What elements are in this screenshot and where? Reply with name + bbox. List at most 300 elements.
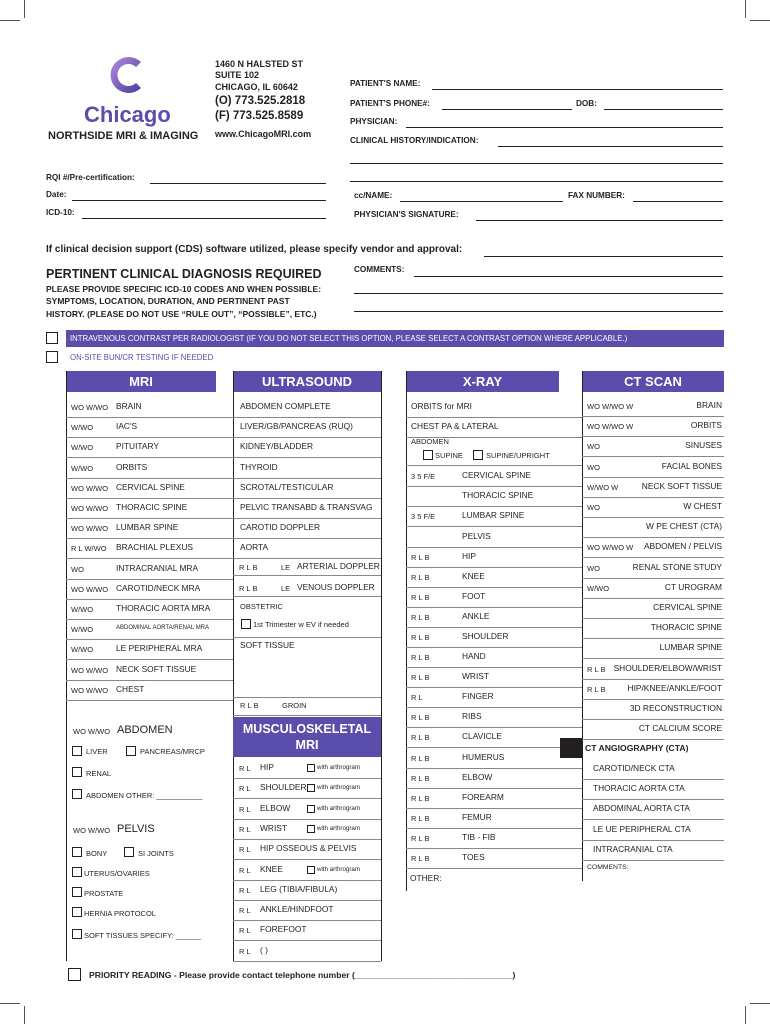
mri-item[interactable]: BRAIN (116, 401, 142, 411)
patient-name-label: PATIENT'S NAME: (350, 79, 421, 88)
rqi-label: RQI #/Pre-certification: (46, 173, 135, 182)
diagnosis-instructions: SYMPTOMS, LOCATION, DURATION, AND PERTINENT PAST (46, 296, 290, 306)
xray-rlb-item[interactable]: FINGER (462, 691, 494, 702)
column-divider (233, 371, 234, 961)
row-divider (582, 537, 724, 538)
xray-rlb-code: R L B (411, 753, 430, 763)
row-divider (66, 579, 233, 580)
uterus-label: UTERUS/OVARIES (84, 869, 150, 878)
msk-header-line: MRI (295, 738, 319, 752)
row-divider (406, 828, 582, 829)
ct-item[interactable]: SHOULDER/ELBOW/WRIST (613, 662, 722, 673)
row-divider (582, 739, 724, 740)
row-divider (582, 840, 724, 841)
mri-code: R L W/WO (71, 544, 107, 554)
row-divider (66, 680, 233, 681)
soft-tissue-label: SOFT TISSUE (240, 640, 295, 650)
crop-mark (750, 1003, 770, 1004)
ct-item[interactable]: 3D RECONSTRUCTION (629, 703, 722, 713)
row-divider (406, 486, 582, 487)
row-divider (406, 727, 582, 728)
xray-rlb-item[interactable]: TIB - FIB (462, 831, 496, 842)
comments-label: COMMENTS: (354, 265, 405, 274)
msk-item[interactable]: WRIST (260, 822, 287, 833)
upright-checkbox[interactable] (473, 450, 483, 460)
msk-code: R L (239, 824, 251, 834)
si-joints-checkbox[interactable] (124, 847, 134, 857)
msk-code: R L (239, 764, 251, 773)
ct-item[interactable]: NECK SOFT TISSUE (641, 480, 722, 491)
liver-checkbox[interactable] (72, 746, 82, 756)
column-divider (381, 371, 382, 961)
date-label: Date: (46, 190, 67, 199)
xray-rlb-item[interactable]: TOES (462, 851, 485, 862)
ct-item[interactable]: CT UROGRAM (664, 581, 722, 592)
xray-rlb-code: R L B (411, 573, 430, 583)
arthrogram-checkbox[interactable] (307, 784, 315, 792)
row-divider (66, 538, 233, 539)
row-divider (582, 779, 724, 780)
row-divider (233, 538, 381, 539)
row-divider (233, 819, 381, 820)
row-divider (66, 478, 233, 479)
hernia-checkbox[interactable] (72, 907, 82, 917)
upright-label: SUPINE/UPRIGHT (486, 451, 550, 460)
crop-mark (0, 1003, 20, 1004)
ultrasound-header: ULTRASOUND (233, 371, 381, 392)
row-divider (406, 587, 582, 588)
ct-code: W/WO W (587, 482, 619, 492)
row-divider (233, 697, 381, 698)
prostate-checkbox[interactable] (72, 887, 82, 897)
logo-icon (103, 50, 153, 100)
cta-item[interactable]: INTRACRANIAL CTA (593, 843, 673, 854)
row-divider (233, 558, 381, 559)
trimester-label: 1st Trimester w EV if needed (253, 620, 349, 629)
ct-code: WO W/WO W (587, 422, 634, 432)
us-item[interactable]: CAROTID DOPPLER (240, 522, 321, 533)
xray-rlb-item[interactable]: WRIST (462, 671, 489, 682)
us-item[interactable]: KIDNEY/BLADDER (240, 441, 314, 452)
arthrogram-checkbox[interactable] (307, 805, 315, 813)
row-divider (66, 518, 233, 519)
xray-rlb-code: R L B (411, 833, 430, 843)
row-divider (406, 788, 582, 789)
xray-spine-item[interactable]: PELVIS (462, 530, 491, 541)
xray-rlb-code: R L B (411, 613, 430, 623)
mri-item[interactable]: BRACHIAL PLEXUS (116, 542, 193, 553)
mri-header: MRI (66, 371, 216, 392)
row-divider (233, 498, 381, 499)
row-divider (233, 596, 381, 597)
bun-checkbox[interactable] (46, 351, 58, 363)
xray-spine-item[interactable]: THORACIC SPINE (462, 490, 534, 501)
mri-item[interactable]: IAC'S (116, 421, 138, 432)
row-divider (406, 547, 582, 548)
us-item[interactable]: AORTA (240, 542, 269, 553)
clinical-history-field[interactable] (350, 181, 723, 182)
msk-code: R L (239, 906, 251, 916)
ct-item[interactable]: SINUSES (685, 440, 722, 451)
xray-spine-code: 3 5 F/E (411, 512, 436, 522)
clinical-history-label: CLINICAL HISTORY/INDICATION: (350, 136, 479, 145)
xray-rlb-code: R L B (411, 633, 430, 643)
ct-item[interactable]: HIP/KNEE/ANKLE/FOOT (627, 682, 722, 693)
ct-item[interactable]: LUMBAR SPINE (659, 642, 722, 653)
website: www.ChicagoMRI.com (215, 129, 312, 139)
msk-header-line: MUSCULOSKELETAL (242, 722, 372, 736)
ct-item[interactable]: CT CALCIUM SCORE (638, 723, 722, 734)
ct-item[interactable]: W PE CHEST (CTA) (646, 521, 722, 532)
ct-code: R L B (587, 664, 606, 674)
xray-item[interactable]: CHEST PA & LATERAL (411, 421, 499, 432)
ct-code: WO (587, 462, 600, 472)
bony-label: BONY (86, 849, 108, 858)
row-divider (66, 417, 233, 418)
msk-code: R L (239, 926, 251, 936)
msk-item[interactable]: SHOULDER (260, 782, 307, 793)
mri-code: WO W/WO (71, 483, 109, 493)
arthrogram-checkbox[interactable] (307, 866, 315, 874)
row-divider (406, 567, 582, 568)
mri-code: W/WO (71, 443, 94, 453)
groin-label: GROIN (282, 701, 307, 710)
row-divider (406, 768, 582, 769)
row-divider (582, 497, 724, 498)
row-divider (66, 700, 233, 701)
mri-item[interactable]: LE PERIPHERAL MRA (116, 643, 203, 654)
renal-checkbox[interactable] (72, 767, 82, 777)
row-divider (406, 647, 582, 648)
row-divider (233, 478, 381, 479)
xray-rlb-code: R L B (411, 853, 430, 863)
arthrogram-checkbox[interactable] (307, 764, 315, 772)
xray-rlb-code: R L B (411, 713, 430, 723)
address-line: 1460 N HALSTED ST (215, 59, 304, 69)
ct-item[interactable]: FACIAL BONES (661, 460, 722, 471)
ct-item[interactable]: RENAL STONE STUDY (632, 561, 722, 572)
crop-mark (24, 1006, 25, 1024)
crop-mark (745, 0, 746, 18)
xray-rlb-code: R L B (411, 653, 430, 663)
renal-label: RENAL (86, 769, 112, 778)
mri-code: WO W/WO (71, 504, 109, 513)
mri-code: W/WO (71, 463, 94, 473)
row-divider (66, 599, 233, 600)
xray-rlb-item[interactable]: HAND (462, 651, 486, 662)
msk-item[interactable]: HIP OSSEOUS & PELVIS (260, 843, 357, 854)
cta-title: CT ANGIOGRAPHY (CTA) (585, 743, 689, 753)
xray-rlb-item[interactable]: KNEE (462, 571, 485, 582)
row-divider (582, 638, 724, 639)
row-divider (66, 498, 233, 499)
xray-other-label: OTHER: (410, 873, 442, 883)
ct-code: R L B (587, 684, 606, 694)
msk-item[interactable]: KNEE (260, 863, 283, 874)
row-divider (233, 417, 381, 418)
row-divider (66, 639, 233, 640)
cta-item[interactable]: LE UE PERIPHERAL CTA (593, 823, 691, 834)
row-divider (582, 557, 724, 558)
xray-rlb-code: R L B (411, 673, 430, 683)
xray-rlb-code: R L B (411, 773, 430, 783)
cta-item[interactable]: CAROTID/NECK CTA (593, 763, 675, 773)
mri-code: WO (71, 564, 84, 574)
phone-number: (O) 773.525.2818 (215, 95, 306, 107)
xray-spine-item[interactable]: CERVICAL SPINE (462, 470, 531, 480)
comments-field[interactable] (414, 276, 723, 277)
mri-code: WO W/WO (71, 665, 109, 675)
mri-code: WO W/WO (71, 685, 109, 695)
mri-pelvis-code: WO W/WO (73, 826, 111, 835)
venous-le: LE (281, 584, 291, 593)
cc-name-label: cc/NAME: (354, 191, 393, 200)
xray-abdomen-label: ABDOMEN (411, 437, 449, 446)
row-divider (582, 799, 724, 800)
supine-label: SUPINE (435, 451, 463, 460)
msk-code: R L (239, 804, 251, 814)
ct-item[interactable]: W CHEST (683, 501, 722, 511)
mri-code: W/WO (71, 645, 94, 655)
mri-code: W/WO (71, 423, 94, 433)
row-divider (233, 575, 381, 576)
row-divider (406, 506, 582, 507)
abdomen-other-label: ABDOMEN OTHER: ___________ (86, 791, 203, 800)
row-divider (582, 679, 724, 680)
row-divider (582, 477, 724, 478)
row-divider (406, 607, 582, 608)
rqi-field[interactable] (150, 183, 326, 184)
msk-item[interactable]: HIP (260, 762, 274, 772)
mri-item[interactable]: ABDOMINAL AORTA/RENAL MRA (116, 625, 210, 632)
row-divider (582, 517, 724, 518)
bun-option-text: ON-SITE BUN/CR TESTING IF NEEDED (70, 353, 214, 362)
cta-item[interactable]: ABDOMINAL AORTA CTA (593, 803, 690, 814)
row-divider (406, 417, 582, 418)
mri-item[interactable]: ORBITS (116, 461, 148, 472)
ct-code: WO (587, 503, 600, 512)
mri-abdomen-code: WO W/WO (73, 727, 111, 736)
xray-rlb-item[interactable]: RIBS (462, 711, 482, 722)
msk-item[interactable]: ( ) (260, 944, 268, 955)
arthrogram-label: with arthrogram (317, 824, 360, 832)
xray-header: X-RAY (406, 371, 559, 392)
mri-item[interactable]: INTRACRANIAL MRA (116, 562, 199, 573)
xray-rlb-item[interactable]: CLAVICLE (462, 731, 502, 742)
date-field[interactable] (72, 200, 326, 201)
arthrogram-checkbox[interactable] (307, 825, 315, 833)
msk-item[interactable]: FOREFOOT (260, 924, 307, 935)
msk-code: R L (239, 865, 251, 875)
us-item[interactable]: PELVIC TRANSABD & TRANSVAG (240, 502, 373, 512)
fax-number-field[interactable] (633, 201, 723, 202)
soft-tissues-label: SOFT TISSUES SPECIFY: ______ (84, 931, 201, 940)
address-line: SUITE 102 (215, 70, 260, 80)
row-divider (66, 457, 233, 458)
dob-label: DOB: (576, 99, 597, 108)
row-divider (582, 658, 724, 659)
cta-item[interactable]: THORACIC AORTA CTA (593, 783, 685, 794)
xray-spine-item[interactable]: LUMBAR SPINE (462, 510, 525, 521)
prostate-label: PROSTATE (84, 889, 124, 898)
row-divider (582, 618, 724, 619)
xray-rlb-item[interactable]: ELBOW (462, 771, 493, 782)
uterus-checkbox[interactable] (72, 867, 82, 877)
xray-rlb-item[interactable]: FOREARM (462, 791, 504, 802)
ct-item[interactable]: ORBITS (690, 420, 722, 431)
arterial-doppler-label: ARTERIAL DOPPLER (297, 561, 380, 571)
column-divider (66, 371, 67, 961)
us-item[interactable]: SCROTAL/TESTICULAR (240, 481, 334, 492)
mri-item[interactable]: THORACIC SPINE (116, 502, 188, 512)
row-divider (233, 880, 381, 881)
row-divider (233, 715, 381, 716)
row-divider (406, 526, 582, 527)
row-divider (233, 437, 381, 438)
xray-rlb-code: R L B (411, 593, 430, 603)
row-divider (66, 619, 233, 620)
diagnosis-instructions: HISTORY. (PLEASE DO NOT USE “RULE OUT”, “POSSIBLE”, ETC.) (46, 309, 317, 319)
mri-code: WO W/WO (71, 403, 109, 412)
mri-item[interactable]: CERVICAL SPINE (116, 481, 185, 492)
comments-field[interactable] (354, 293, 723, 294)
icd-label: ICD-10: (46, 208, 75, 217)
xray-rlb-code: R L B (411, 793, 430, 803)
mri-item[interactable]: LUMBAR SPINE (116, 522, 179, 533)
patient-name-field[interactable] (432, 89, 723, 90)
row-divider (406, 747, 582, 748)
mri-item[interactable]: NECK SOFT TISSUE (116, 663, 197, 674)
patient-phone-field[interactable] (442, 109, 572, 110)
mri-item[interactable]: THORACIC AORTA MRA (116, 603, 211, 613)
row-divider (406, 465, 582, 466)
column-divider (406, 371, 407, 891)
row-divider (582, 578, 724, 579)
ct-item[interactable]: THORACIC SPINE (650, 622, 722, 633)
row-divider (233, 940, 381, 941)
contrast-option (66, 330, 724, 347)
fax-number-label: FAX NUMBER: (568, 191, 625, 200)
crop-mark (745, 1006, 746, 1024)
physician-field[interactable] (406, 127, 723, 128)
venous-code: R L B (239, 584, 258, 593)
msk-item[interactable]: ANKLE/HINDFOOT (260, 904, 334, 915)
dob-field[interactable] (604, 109, 723, 110)
clinical-history-field[interactable] (498, 146, 723, 147)
us-item[interactable]: LIVER/GB/PANCREAS (RUQ) (240, 421, 353, 432)
row-divider (233, 859, 381, 860)
pancreas-checkbox[interactable] (126, 746, 136, 756)
physician-label: PHYSICIAN: (350, 117, 398, 126)
row-divider (582, 416, 724, 417)
us-item[interactable]: ABDOMEN COMPLETE (240, 401, 331, 411)
signature-field[interactable] (476, 220, 723, 221)
column-divider (582, 371, 583, 881)
bony-checkbox[interactable] (72, 847, 82, 857)
priority-label: PRIORITY READING - Please provide contact telephone number (_________________________________) (89, 970, 516, 980)
mri-item[interactable]: PITUITARY (116, 441, 159, 452)
xray-rlb-item[interactable]: HUMERUS (462, 751, 505, 762)
row-divider (582, 456, 724, 457)
row-divider (233, 900, 381, 901)
ct-code: W/WO (587, 583, 610, 593)
mri-item[interactable]: CAROTID/NECK MRA (116, 582, 201, 593)
trimester-checkbox[interactable] (241, 619, 251, 629)
groin-code: R L B (240, 701, 259, 710)
row-divider (406, 627, 582, 628)
cta-title-bar (560, 738, 582, 758)
msk-header (233, 717, 381, 757)
contrast-option-text: INTRAVENOUS CONTRAST PER RADIOLOGIST (IF YOU DO NOT SELECT THIS OPTION, PLEASE SELECT A CONTRAST OPTION WHERE APPLICABLE.) (70, 334, 628, 343)
row-divider (233, 518, 381, 519)
ct-item[interactable]: CERVICAL SPINE (653, 602, 722, 612)
row-divider (233, 961, 381, 962)
contrast-checkbox[interactable] (46, 332, 58, 344)
xray-spine-code: 3 5 F/E (411, 472, 436, 481)
patient-phone-label: PATIENT'S PHONE#: (350, 99, 430, 108)
xray-rlb-code: R L B (411, 733, 430, 743)
supine-checkbox[interactable] (423, 450, 433, 460)
liver-label: LIVER (86, 747, 108, 756)
msk-code: R L (239, 845, 251, 855)
xray-rlb-item[interactable]: FOOT (462, 591, 486, 602)
clinical-history-field[interactable] (350, 163, 723, 164)
ct-comments-label: COMMENTS: (587, 864, 629, 871)
soft-tissues-checkbox[interactable] (72, 929, 82, 939)
row-divider (406, 687, 582, 688)
row-divider (406, 667, 582, 668)
xray-item[interactable]: ORBITS for MRI (411, 401, 472, 411)
xray-rlb-code: R L B (411, 553, 430, 562)
crop-mark (24, 0, 25, 18)
row-divider (406, 848, 582, 849)
row-divider (66, 659, 233, 660)
venous-doppler-label: VENOUS DOPPLER (297, 582, 375, 592)
xray-rlb-code: R L (411, 693, 423, 703)
row-divider (66, 437, 233, 438)
ct-code: WO (587, 442, 600, 452)
abdomen-other-checkbox[interactable] (72, 789, 82, 799)
icd-field[interactable] (82, 218, 326, 219)
ct-item[interactable]: ABDOMEN / PELVIS (643, 541, 722, 552)
mri-item[interactable]: CHEST (116, 683, 145, 694)
arthrogram-label: with arthrogram (317, 784, 360, 792)
msk-item[interactable]: ELBOW (260, 802, 291, 813)
msk-code: R L (239, 784, 251, 794)
cc-name-field[interactable] (400, 201, 563, 202)
row-divider (233, 839, 381, 840)
cds-field[interactable] (484, 256, 723, 257)
crop-mark (750, 20, 770, 21)
mri-pelvis-label: PELVIS (117, 823, 155, 835)
xray-rlb-item[interactable]: SHOULDER (462, 631, 509, 642)
xray-rlb-item[interactable]: HIP (462, 551, 476, 561)
us-item[interactable]: THYROID (240, 461, 278, 472)
xray-rlb-item[interactable]: FEMUR (462, 811, 492, 822)
ct-item[interactable]: BRAIN (696, 400, 722, 410)
crop-mark (0, 20, 20, 21)
xray-rlb-item[interactable]: ANKLE (462, 611, 490, 622)
mri-abdomen-label: ABDOMEN (117, 724, 173, 736)
arthrogram-label: with arthrogram (317, 865, 360, 873)
msk-item[interactable]: LEG (TIBIA/FIBULA) (260, 883, 338, 894)
row-divider (233, 457, 381, 458)
comments-field[interactable] (354, 311, 723, 312)
msk-code: R L (239, 946, 251, 956)
row-divider (582, 436, 724, 437)
ct-code: WO (587, 563, 600, 573)
priority-checkbox[interactable] (68, 968, 81, 981)
